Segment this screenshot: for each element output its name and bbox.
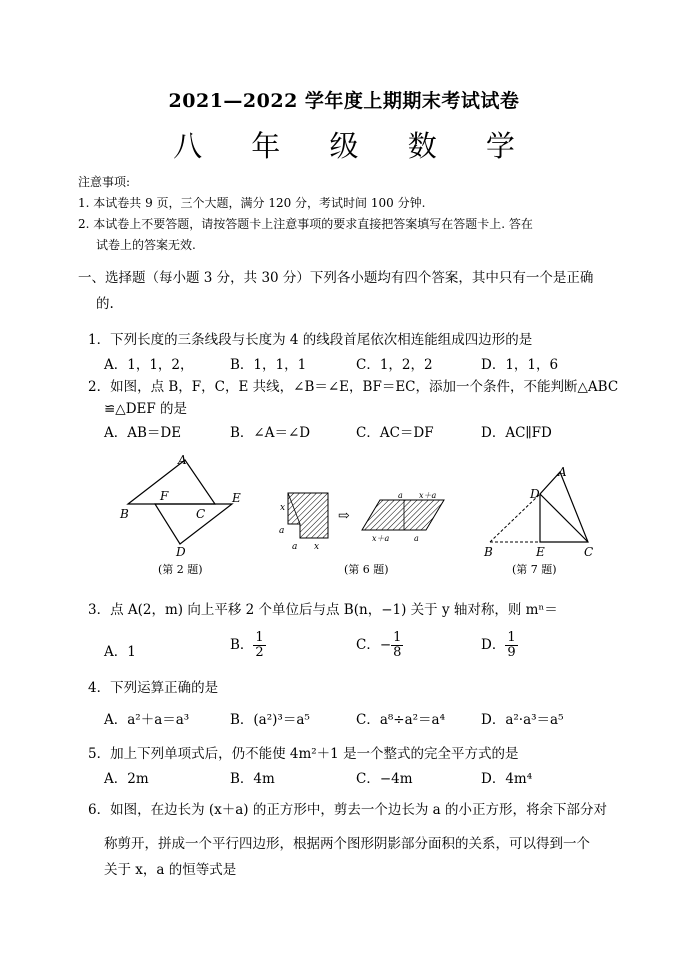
question-1-stem: 1．下列长度的三条线段与长度为 4 的线段首尾依次相连能组成四边形的是 (88, 332, 533, 348)
question-5-option-b: B．4m (230, 771, 275, 787)
fig7-label-b: B (484, 545, 493, 559)
triangle-def (155, 504, 232, 544)
fig6-label-x-left: x (280, 503, 286, 513)
notes-heading: 注意事项: (78, 175, 131, 189)
fig2-label-c: C (196, 507, 206, 521)
fraction: $\frac{1}{9}$ (507, 630, 516, 660)
question-2-stem-line-1: 2．如图，点 B，F，C，E 共线，∠B＝∠E，BF＝EC，添加一个条件，不能判断△ABC (88, 379, 619, 395)
fig7-label-d: D (530, 487, 540, 501)
question-4-option-b: B．(a²)³＝a⁵ (230, 712, 310, 728)
section-heading-line-1: 一、选择题（每小题 3 分，共 30 分）下列各小题均有四个答案，其中只有一个是正确 (78, 270, 594, 286)
question-4-option-d: D．a²·a³＝a⁵ (481, 712, 564, 728)
figure-6 (276, 488, 466, 558)
fig2-label-f: F (160, 489, 169, 503)
question-5-option-a: A．2m (104, 771, 149, 787)
fig2-label-a: A (178, 453, 187, 467)
fig2-label-b: B (120, 507, 129, 521)
square-minus-small-square (288, 493, 328, 538)
question-6-line-3: 关于 x，a 的恒等式是 (104, 862, 237, 878)
fraction: $\frac{1}{8}$ (393, 630, 402, 660)
fig2-label-e: E (232, 491, 241, 505)
figure-6-caption: (第 6 题) (344, 563, 389, 576)
question-3-option-c: C．− $\frac{1}{8}$ (356, 630, 402, 660)
question-1-option-d: D．1，1，6 (481, 357, 559, 373)
fig6-label-a-top: a (398, 491, 403, 500)
triangle-abc (128, 460, 215, 504)
question-1-option-a: A．1，1，2， (104, 357, 194, 373)
question-4-option-c: C．a⁸÷a²＝a⁴ (356, 712, 446, 728)
figure-7 (480, 464, 600, 562)
notes-item-2-line-1: 2. 本试卷上不要答题，请按答题卡上注意事项的要求直接把答案填写在答题卡上. 答在 (78, 217, 533, 231)
section-heading-line-2: 的. (96, 296, 114, 312)
figure-7-caption: (第 7 题) (512, 563, 557, 576)
question-2-option-d: D．AC∥FD (481, 425, 552, 441)
fig7-label-e: E (536, 545, 545, 559)
question-3-option-d: D． $\frac{1}{9}$ (481, 630, 516, 660)
question-6-line-1: 6．如图，在边长为 (x＋a) 的正方形中，剪去一个边长为 a 的小正方形，将余下部分对 (88, 802, 607, 818)
question-2-option-a: A．AB＝DE (104, 425, 182, 441)
question-4-stem: 4．下列运算正确的是 (88, 680, 219, 696)
question-6-line-2: 称剪开，拼成一个平行四边形，根据两个图形阴影部分面积的关系，可以得到一个 (104, 836, 590, 852)
quadrilateral-adec (540, 472, 588, 542)
question-1-option-b: B．1，1，1 (230, 357, 307, 373)
notes-item-2-line-2: 试卷上的答案无效. (96, 238, 196, 252)
fig6-label-x-bottom: x (314, 542, 320, 552)
fig6-label-a-bottom-2: a (414, 534, 419, 543)
question-4-option-a: A．a²＋a＝a³ (104, 712, 190, 728)
notes-item-1: 1. 本试卷共 9 页，三个大题，满分 120 分，考试时间 100 分钟. (78, 196, 426, 210)
question-5-stem: 5．加上下列单项式后，仍不能使 4m²＋1 是一个整式的完全平方式的是 (88, 746, 519, 762)
question-2-option-c: C．AC＝DF (356, 425, 434, 441)
fig6-label-xa-top: x＋a (419, 491, 437, 500)
fig6-label-a-left: a (279, 526, 285, 536)
fig6-label-xa-bottom: x＋a (372, 534, 390, 543)
fig2-label-d: D (176, 545, 186, 559)
figure-2-caption: (第 2 题) (158, 563, 203, 576)
subject-title: 八 年 级 数 学 (173, 129, 535, 163)
question-2-stem-line-2: ≌△DEF 的是 (104, 401, 188, 417)
figure-2 (110, 452, 260, 562)
question-3-stem: 3．点 A(2，m) 向上平移 2 个单位后与点 B(n，−1) 关于 y 轴对称，则 mⁿ＝ (88, 602, 558, 618)
arrow-icon: ⇨ (338, 508, 350, 524)
fig7-label-a: A (558, 465, 567, 479)
question-5-option-c: C．−4m (356, 771, 413, 787)
exam-title: 2021—2022 学年度上期期末考试试卷 (168, 90, 520, 112)
fig7-label-c: C (584, 545, 594, 559)
question-2-option-b: B．∠A＝∠D (230, 425, 311, 441)
fig6-label-a-bottom: a (292, 542, 298, 552)
fraction: $\frac{1}{2}$ (255, 630, 264, 660)
question-1-option-c: C．1，2，2 (356, 357, 433, 373)
question-3-option-a: A．1 (104, 644, 136, 660)
question-3-option-b: B． $\frac{1}{2}$ (230, 630, 264, 660)
question-5-option-d: D．4m⁴ (481, 771, 533, 787)
parallelogram (362, 500, 444, 530)
